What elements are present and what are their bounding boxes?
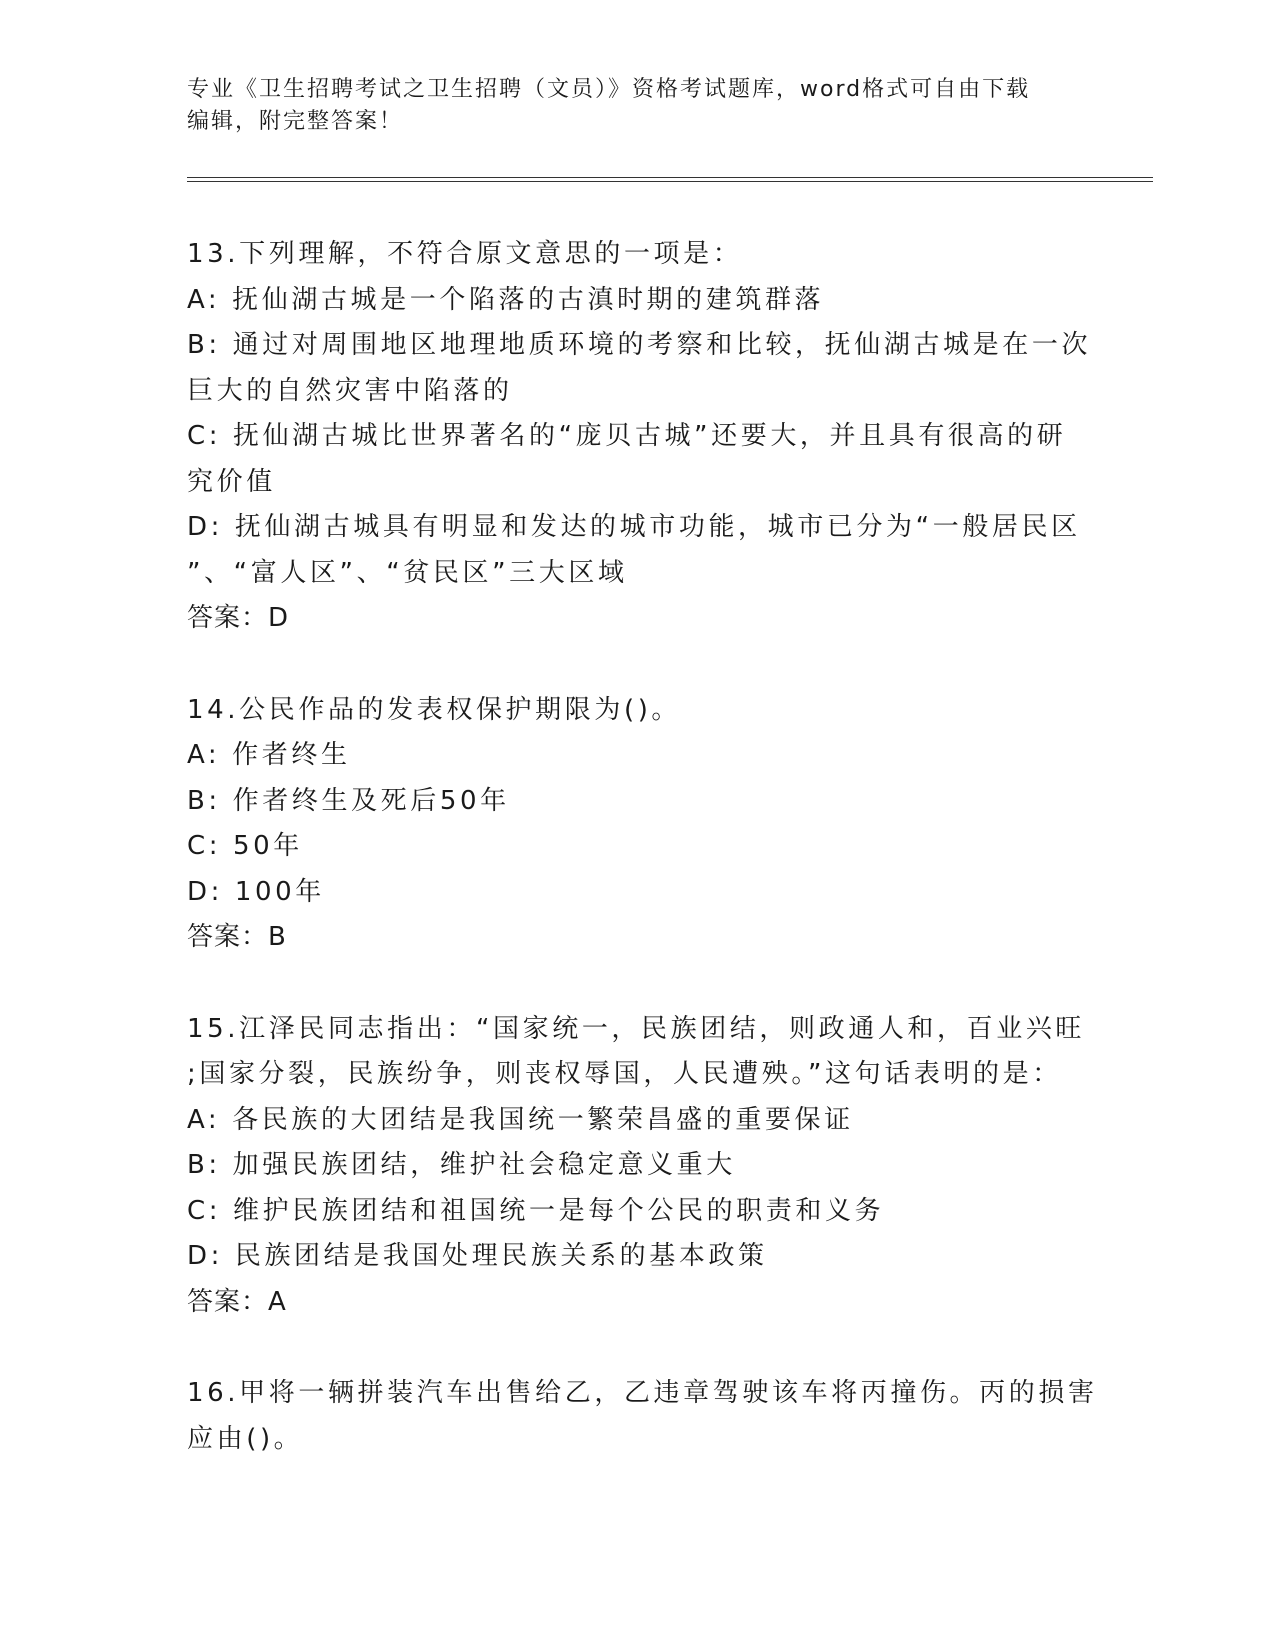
answer-text: 答案：A bbox=[187, 1286, 287, 1317]
header-rule-top bbox=[187, 177, 1153, 178]
question-13 bbox=[187, 232, 1092, 642]
document-header bbox=[187, 74, 1087, 138]
question-stem: 16.甲将一辆拼装汽车出售给乙，乙违章驾驶该车将丙撞伤。丙的损害 bbox=[187, 1378, 1098, 1408]
option-d: D: 民族团结是我国处理民族关系的基本政策 bbox=[187, 1241, 768, 1271]
answer-text: 答案：D bbox=[187, 603, 290, 633]
question-stem: 13.下列理解，不符合原文意思的一项是： bbox=[187, 239, 743, 269]
header-line-1: 专业《卫生招聘考试之卫生招聘（文员）》资格考试题库，word格式可自由下载 bbox=[187, 77, 1031, 102]
question-14 bbox=[187, 688, 1087, 961]
option-d: D: 抚仙湖古城具有明显和发达的城市功能，城市已分为“一般居民区 bbox=[187, 512, 1081, 542]
option-a: A: 各民族的大团结是我国统一繁荣昌盛的重要保证 bbox=[187, 1104, 854, 1135]
option-b: B: 加强民族团结，维护社会稳定意义重大 bbox=[187, 1150, 736, 1180]
option-c: C: 50年 bbox=[187, 831, 303, 861]
option-c: C: 抚仙湖古城比世界著名的“庞贝古城”还要大，并且具有很高的研 bbox=[187, 421, 1067, 451]
option-a: A: 抚仙湖古城是一个陷落的古滇时期的建筑群落 bbox=[187, 284, 825, 315]
option-a: A: 作者终生 bbox=[187, 740, 351, 770]
option-b: B: 作者终生及死后50年 bbox=[187, 785, 510, 816]
header-rule-bottom bbox=[187, 181, 1153, 182]
question-stem-continued: ;国家分裂，民族纷争，则丧权辱国，人民遭殃。”这句话表明的是： bbox=[187, 1059, 1062, 1089]
option-d: D: 100年 bbox=[187, 876, 325, 907]
question-16 bbox=[187, 1371, 1098, 1462]
header-line-2: 编辑，附完整答案！ bbox=[187, 109, 404, 134]
option-b: B: 通过对周围地区地理地质环境的考察和比较，抚仙湖古城是在一次 bbox=[187, 330, 1092, 360]
answer-text: 答案：B bbox=[187, 922, 287, 952]
question-stem-continued: 应由()。 bbox=[187, 1423, 304, 1454]
question-list bbox=[187, 232, 1098, 1462]
option-c: C: 维护民族团结和祖国统一是每个公民的职责和义务 bbox=[187, 1195, 885, 1226]
question-15 bbox=[187, 1007, 1087, 1326]
option-c-continued: 究价值 bbox=[187, 466, 276, 497]
option-d-continued: ”、“富人区”、“贫民区”三大区域 bbox=[187, 557, 628, 588]
question-stem: 14.公民作品的发表权保护期限为()。 bbox=[187, 694, 682, 725]
option-b-continued: 巨大的自然灾害中陷落的 bbox=[187, 375, 513, 406]
question-stem: 15.江泽民同志指出：“国家统一，民族团结，则政通人和，百业兴旺 bbox=[187, 1013, 1086, 1044]
